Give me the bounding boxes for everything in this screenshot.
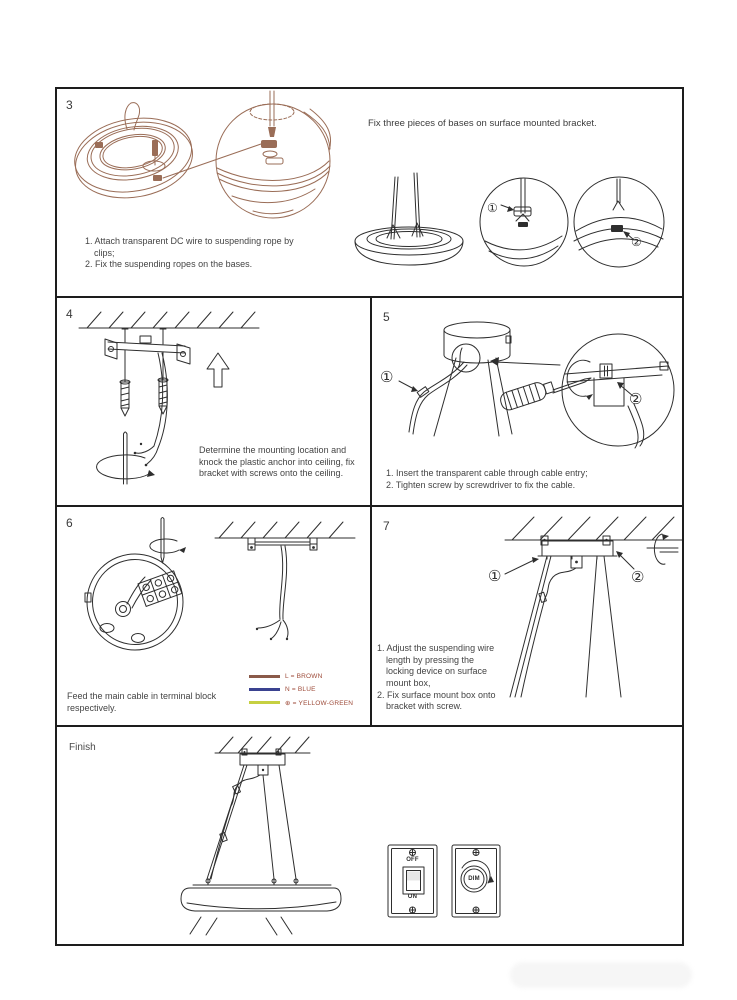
legend-label: N = BLUE (285, 686, 316, 693)
step-number: 3 (66, 98, 73, 112)
screw-rotation-drawing (150, 518, 186, 564)
instruction-line: 2. Fix surface mount box onto bracket with screw. (377, 689, 496, 712)
base-detail-circle-drawing (216, 91, 331, 218)
bracket-base-drawing (69, 103, 261, 207)
step4-instruction: Determine the mounting location and knock the plastic anchor into ceiling, fix bracket with screws onto the ceiling. (199, 445, 355, 479)
step4-panel (57, 298, 372, 505)
step-number: 6 (66, 516, 73, 530)
scan-smudge (510, 962, 692, 988)
step6-panel (57, 507, 372, 725)
instruction-line: 1. Adjust the suspending wire length by pressing the locking device on surface mount box, (377, 643, 495, 689)
step5-panel (372, 298, 682, 505)
callout-2-marker: ② (629, 391, 643, 408)
legend-row-earth (249, 696, 353, 709)
arrow (490, 357, 560, 366)
rope-clip-detail-drawing (480, 178, 568, 266)
up-arrow-icon (207, 353, 229, 387)
switch-off-label: OFF (406, 857, 419, 863)
wire-color-legend (249, 670, 353, 709)
dimmer-dim-label: DIM (468, 876, 480, 882)
step3-caption: Fix three pieces of bases on surface mounted bracket. (368, 118, 597, 129)
arrow (501, 205, 514, 212)
legend-row-neutral (249, 683, 353, 696)
step3-panel (57, 89, 682, 298)
screw-icon (473, 907, 479, 913)
callout-2-marker: ② (631, 569, 645, 586)
legend-swatch-yellow-green (249, 701, 280, 705)
screw-rotation-drawing (97, 432, 155, 484)
legend-label: ⊕ = YELLOW-GREEN (285, 699, 354, 707)
legend-label: L = BROWN (285, 673, 323, 680)
step6-instruction: Feed the main cable in terminal block respectively. (67, 691, 217, 713)
step7-instructions (377, 643, 503, 713)
screw-detail-circle-drawing (562, 334, 674, 448)
screwdriver-drawing (499, 360, 593, 412)
instruction-frame (55, 87, 684, 946)
row-steps-6-7 (57, 507, 682, 727)
base-clip-detail-drawing (574, 177, 664, 267)
ceiling-drawing (79, 312, 259, 328)
terminal-box-drawing (85, 554, 183, 650)
screw-icon (410, 907, 416, 913)
wires-drawing (134, 353, 168, 466)
arrow (399, 381, 418, 392)
legend-swatch-brown (249, 675, 280, 679)
anchor-screws-drawing (120, 350, 168, 416)
power-switch-plate (388, 845, 437, 917)
finish-panel (57, 727, 682, 944)
ceiling-drawing (505, 517, 682, 540)
legend-swatch-blue (249, 688, 280, 692)
screw-icon (473, 850, 479, 856)
bracket-drawing (105, 329, 190, 364)
screw-icon (410, 850, 416, 856)
base-with-ropes-drawing (355, 173, 463, 265)
step-number: 4 (66, 307, 73, 321)
rotation-arrow (647, 534, 678, 564)
legend-row-live (249, 670, 353, 683)
finish-label: Finish (69, 742, 96, 753)
finish-illustration (57, 727, 682, 944)
step7-panel (372, 507, 682, 725)
step5-instructions (386, 468, 671, 491)
step-number: 5 (383, 310, 390, 324)
step-number: 7 (383, 519, 390, 533)
row-steps-4-5 (57, 298, 682, 507)
mount-box-drawing (434, 322, 512, 436)
callout-2-marker: ② (631, 235, 642, 249)
step3-instructions (85, 236, 309, 271)
instruction-line: 1. Attach transparent DC wire to suspending rope by clips; (85, 236, 294, 258)
arrow (505, 557, 539, 574)
suspension-wires-drawing (510, 556, 621, 697)
ceiling-cable-drawing (215, 522, 355, 640)
instruction-line: 2. Fix the suspending ropes on the bases. (85, 259, 253, 270)
finished-lamp-drawing (181, 737, 341, 935)
arrow (616, 551, 634, 569)
instruction-line: 1. Insert the transparent cable through cable entry; (386, 468, 588, 478)
callout-1-marker: ① (488, 568, 502, 585)
instruction-line: 2. Tighten screw by screwdriver to fix the cable. (386, 479, 576, 490)
callout-1-marker: ① (380, 369, 394, 386)
switch-on-label: ON (407, 894, 418, 900)
callout-1-marker: ① (487, 201, 498, 215)
